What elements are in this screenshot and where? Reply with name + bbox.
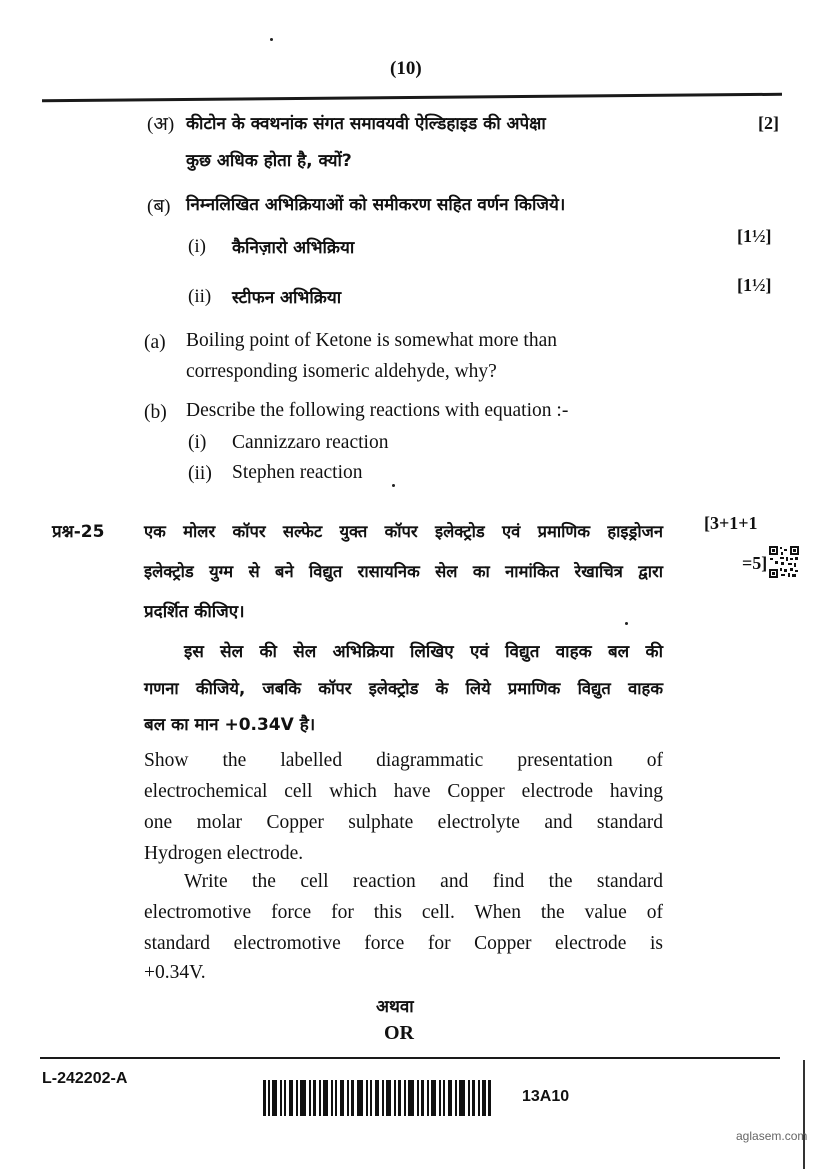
- part-a-hi-line1: कीटोन के क्वथनांक संगत समावयवी ऐल्डिहाइड की अपेक्षा: [186, 114, 546, 134]
- watermark: aglasem.com: [736, 1129, 808, 1143]
- q25-en-line8: +0.34V.: [144, 962, 206, 983]
- q25-en-line7: standard electromotive force for Copper electrode is: [144, 933, 663, 954]
- part-a-en-line1: Boiling point of Ketone is somewhat more than: [186, 330, 557, 351]
- q25-hi-line6: बल का मान +0.34V है।: [144, 715, 316, 735]
- q25-en-line4: Hydrogen electrode.: [144, 843, 304, 864]
- question-25-marks-line1: [3+1+1: [704, 513, 758, 533]
- part-b-i-hi-label: (i): [188, 236, 206, 257]
- qr-code-icon: [768, 545, 800, 579]
- part-b-i-en-label: (i): [188, 432, 207, 453]
- question-25-label: प्रश्न-25: [52, 522, 105, 542]
- q25-en-line5: Write the cell reaction and find the standard: [184, 871, 663, 892]
- scan-speck: [270, 38, 273, 41]
- paper-code: L-242202-A: [42, 1070, 128, 1087]
- part-a-en-label: (a): [144, 332, 166, 353]
- or-label-hindi: अथवा: [376, 997, 414, 1017]
- part-b-i-marks: [1½]: [737, 226, 772, 246]
- footer-rule: [40, 1057, 780, 1059]
- part-a-hi-label: (अ): [147, 114, 175, 135]
- scan-speck: [625, 622, 628, 625]
- part-b-ii-marks: [1½]: [737, 275, 772, 295]
- q25-en-line6: electromotive force for this cell. When the value of: [144, 902, 663, 923]
- page-edge-line: [803, 1060, 805, 1169]
- part-a-marks: [2]: [758, 113, 779, 133]
- part-a-en-line2: corresponding isomeric aldehyde, why?: [186, 361, 497, 382]
- scan-speck: [392, 484, 395, 487]
- part-b-ii-hi-text: स्टीफन अभिक्रिया: [232, 288, 342, 308]
- q25-en-line1: Show the labelled diagrammatic presentation of: [144, 750, 663, 771]
- q25-hi-line5: गणना कीजिये, जबकि कॉपर इलेक्ट्रोड के लिये प्रमाणिक विद्युत वाहक: [144, 679, 663, 698]
- part-b-i-hi-text: कैनिज़ारो अभिक्रिया: [232, 238, 355, 258]
- q25-en-line3: one molar Copper sulphate electrolyte and standard: [144, 812, 663, 833]
- page-number: (10): [390, 58, 422, 79]
- part-a-hi-line2: कुछ अधिक होता है, क्यों?: [186, 151, 352, 171]
- q25-hi-line1: एक मोलर कॉपर सल्फेट युक्त कॉपर इलेक्ट्रोड एवं प्रमाणिक हाइड्रोजन: [144, 522, 663, 541]
- q25-hi-line2: इलेक्ट्रोड युग्म से बने विद्युत रासायनिक सेल का नामांकित रेखाचित्र द्वारा: [144, 562, 663, 581]
- question-25-marks-line2: =5]: [742, 553, 768, 573]
- q25-hi-line3: प्रदर्शित कीजिए।: [144, 602, 245, 622]
- booklet-code: 13A10: [522, 1088, 570, 1105]
- header-rule: [42, 93, 782, 102]
- part-b-i-en-text: Cannizzaro reaction: [232, 432, 389, 453]
- q25-en-line2: electrochemical cell which have Copper electrode having: [144, 781, 663, 802]
- part-b-ii-hi-label: (ii): [188, 286, 212, 307]
- q25-hi-line4: इस सेल की सेल अभिक्रिया लिखिए एवं विद्युत वाहक बल की: [184, 642, 663, 662]
- part-b-ii-en-text: Stephen reaction: [232, 462, 363, 483]
- barcode-icon: [263, 1080, 491, 1116]
- part-b-en-label: (b): [144, 402, 167, 423]
- part-b-hi-label: (ब): [147, 196, 171, 217]
- part-b-hi-line: निम्नलिखित अभिक्रियाओं को समीकरण सहित वर्णन किजिये।: [186, 195, 566, 215]
- part-b-ii-en-label: (ii): [188, 463, 212, 484]
- or-label-english: OR: [384, 1022, 414, 1044]
- part-b-en-line: Describe the following reactions with equation :-: [186, 400, 569, 421]
